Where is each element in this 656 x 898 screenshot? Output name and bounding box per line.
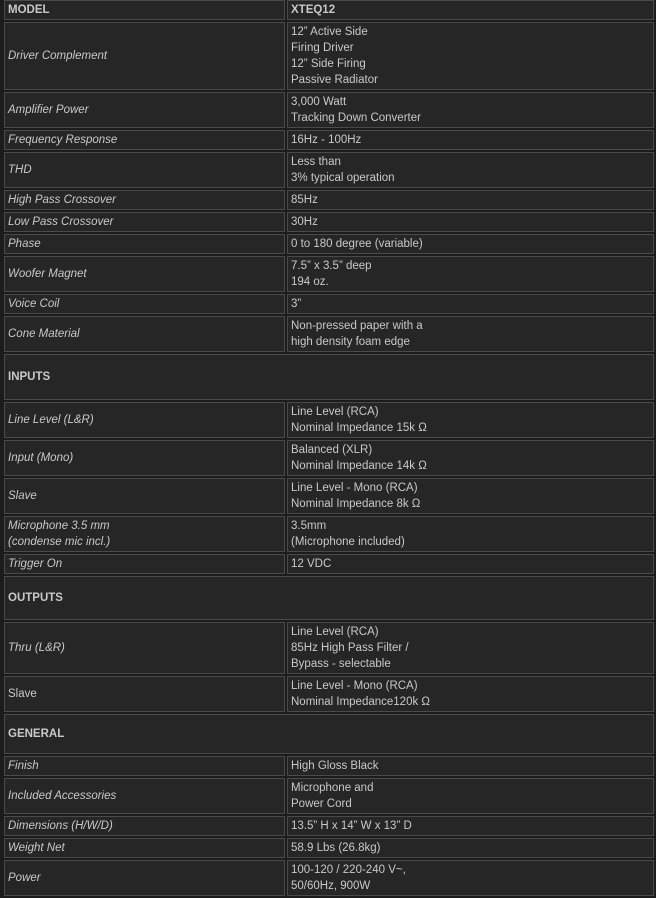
spec-label: Microphone 3.5 mm (condense mic incl.) xyxy=(4,516,285,552)
spec-value: Microphone and Power Cord xyxy=(287,778,654,814)
table-row xyxy=(4,256,654,292)
table-row xyxy=(4,440,654,476)
spec-value: Line Level - Mono (RCA) Nominal Impedance120k Ω xyxy=(287,676,654,712)
spec-value: 12 VDC xyxy=(287,554,654,574)
table-row xyxy=(4,234,654,254)
section-heading-inputs: INPUTS xyxy=(4,354,654,400)
spec-value: High Gloss Black xyxy=(287,756,654,776)
spec-label: Phase xyxy=(4,234,285,254)
spec-label: Cone Material xyxy=(4,316,285,352)
spec-value: 13.5” H x 14” W x 13” D xyxy=(287,816,654,836)
spec-label: Woofer Magnet xyxy=(4,256,285,292)
spec-value: 16Hz - 100Hz xyxy=(287,130,654,150)
spec-label: Dimensions (H/W/D) xyxy=(4,816,285,836)
table-row xyxy=(4,92,654,128)
spec-value: 3,000 Watt Tracking Down Converter xyxy=(287,92,654,128)
spec-value: 7.5” x 3.5” deep 194 oz. xyxy=(287,256,654,292)
spec-value: 100-120 / 220-240 V~, 50/60Hz, 900W xyxy=(287,860,654,896)
spec-value: 3” xyxy=(287,294,654,314)
spec-label: Input (Mono) xyxy=(4,440,285,476)
spec-label: Amplifier Power xyxy=(4,92,285,128)
section-heading-general: GENERAL xyxy=(4,714,654,754)
section-row xyxy=(4,714,654,754)
spec-table xyxy=(2,0,656,898)
table-row xyxy=(4,152,654,188)
spec-label: Included Accessories xyxy=(4,778,285,814)
table-row xyxy=(4,0,654,20)
spec-label: Thru (L&R) xyxy=(4,622,285,674)
spec-value: Line Level (RCA) 85Hz High Pass Filter / Bypass - selectable xyxy=(287,622,654,674)
table-row xyxy=(4,478,654,514)
spec-label: Weight Net xyxy=(4,838,285,858)
model-value: XTEQ12 xyxy=(287,0,654,20)
spec-value: Line Level - Mono (RCA) Nominal Impedance 8k Ω xyxy=(287,478,654,514)
table-row xyxy=(4,316,654,352)
spec-label: Frequency Response xyxy=(4,130,285,150)
section-heading-outputs: OUTPUTS xyxy=(4,576,654,620)
table-row xyxy=(4,22,654,90)
table-row xyxy=(4,838,654,858)
table-row xyxy=(4,816,654,836)
spec-label: Slave xyxy=(4,478,285,514)
table-row xyxy=(4,676,654,712)
spec-label: Voice Coil xyxy=(4,294,285,314)
model-label: MODEL xyxy=(4,0,285,20)
table-row xyxy=(4,294,654,314)
table-row xyxy=(4,130,654,150)
spec-value: 85Hz xyxy=(287,190,654,210)
table-row xyxy=(4,190,654,210)
table-row xyxy=(4,516,654,552)
spec-label: Finish xyxy=(4,756,285,776)
spec-value: Less than 3% typical operation xyxy=(287,152,654,188)
spec-value: Line Level (RCA) Nominal Impedance 15k Ω xyxy=(287,402,654,438)
table-row xyxy=(4,860,654,896)
spec-label: High Pass Crossover xyxy=(4,190,285,210)
spec-label: THD xyxy=(4,152,285,188)
table-row xyxy=(4,212,654,232)
spec-value: 58.9 Lbs (26.8kg) xyxy=(287,838,654,858)
spec-value: Non-pressed paper with a high density foam edge xyxy=(287,316,654,352)
spec-value: Balanced (XLR) Nominal Impedance 14k Ω xyxy=(287,440,654,476)
spec-label: Line Level (L&R) xyxy=(4,402,285,438)
spec-label: Low Pass Crossover xyxy=(4,212,285,232)
spec-value: 3.5mm (Microphone included) xyxy=(287,516,654,552)
table-row xyxy=(4,622,654,674)
spec-label: Power xyxy=(4,860,285,896)
spec-value: 12” Active Side Firing Driver 12” Side Firing Passive Radiator xyxy=(287,22,654,90)
table-row xyxy=(4,778,654,814)
section-row xyxy=(4,576,654,620)
section-row xyxy=(4,354,654,400)
table-row xyxy=(4,402,654,438)
spec-label: Slave xyxy=(4,676,285,712)
spec-label: Driver Complement xyxy=(4,22,285,90)
spec-label: Trigger On xyxy=(4,554,285,574)
table-row xyxy=(4,756,654,776)
spec-value: 30Hz xyxy=(287,212,654,232)
spec-value: 0 to 180 degree (variable) xyxy=(287,234,654,254)
table-row xyxy=(4,554,654,574)
